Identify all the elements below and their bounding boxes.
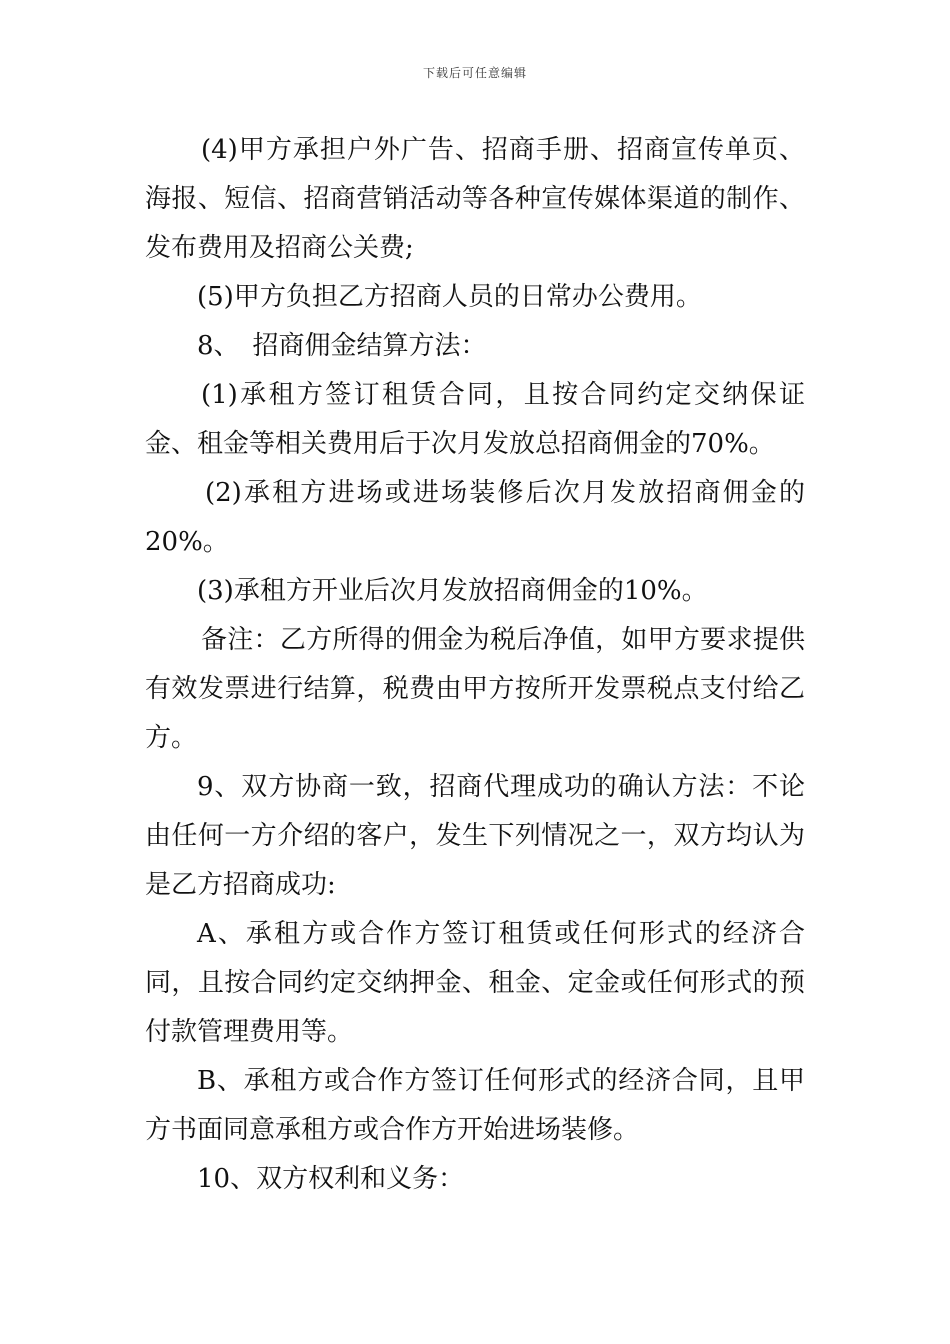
paragraph-4: (4)甲方承担户外广告、招商手册、招商宣传单页、海报、短信、招商营销活动等各种宣传媒体渠道的制作、发布费用及招商公关费;	[145, 135, 805, 263]
section-8-heading: 8、 招商佣金结算方法：	[197, 331, 487, 361]
paragraph-9-a: A、承租方或合作方签订租赁或任何形式的经济合同，且按合同约定交纳押金、租金、定金或任何形式的预付款管理费用等。	[145, 919, 805, 1047]
section-9: 9、双方协商一致，招商代理成功的确认方法：不论由任何一方介绍的客户，发生下列情况之一，双方均认为是乙方招商成功:	[145, 772, 805, 900]
page-header: 下载后可任意编辑	[422, 66, 527, 80]
paragraph-9-b: B、承租方或合作方签订任何形式的经济合同，且甲方书面同意承租方或合作方开始进场装修。	[145, 1066, 805, 1145]
document-body	[145, 126, 805, 1204]
section-10-heading: 10、双方权利和义务：	[197, 1164, 465, 1194]
paragraph-note: 备注：乙方所得的佣金为税后净值，如甲方要求提供有效发票进行结算，税费由甲方按所开发票税点支付给乙方。	[145, 625, 805, 753]
paragraph-8-1: (1)承租方签订租赁合同，且按合同约定交纳保证金、租金等相关费用后于次月发放总招商佣金的70%。	[145, 380, 805, 459]
paragraph-5: (5)甲方负担乙方招商人员的日常办公费用。	[197, 282, 702, 312]
paragraph-8-3: (3)承租方开业后次月发放招商佣金的10%。	[197, 576, 708, 606]
paragraph-8-2: (2)承租方进场或进场装修后次月发放招商佣金的20%。	[145, 478, 805, 557]
